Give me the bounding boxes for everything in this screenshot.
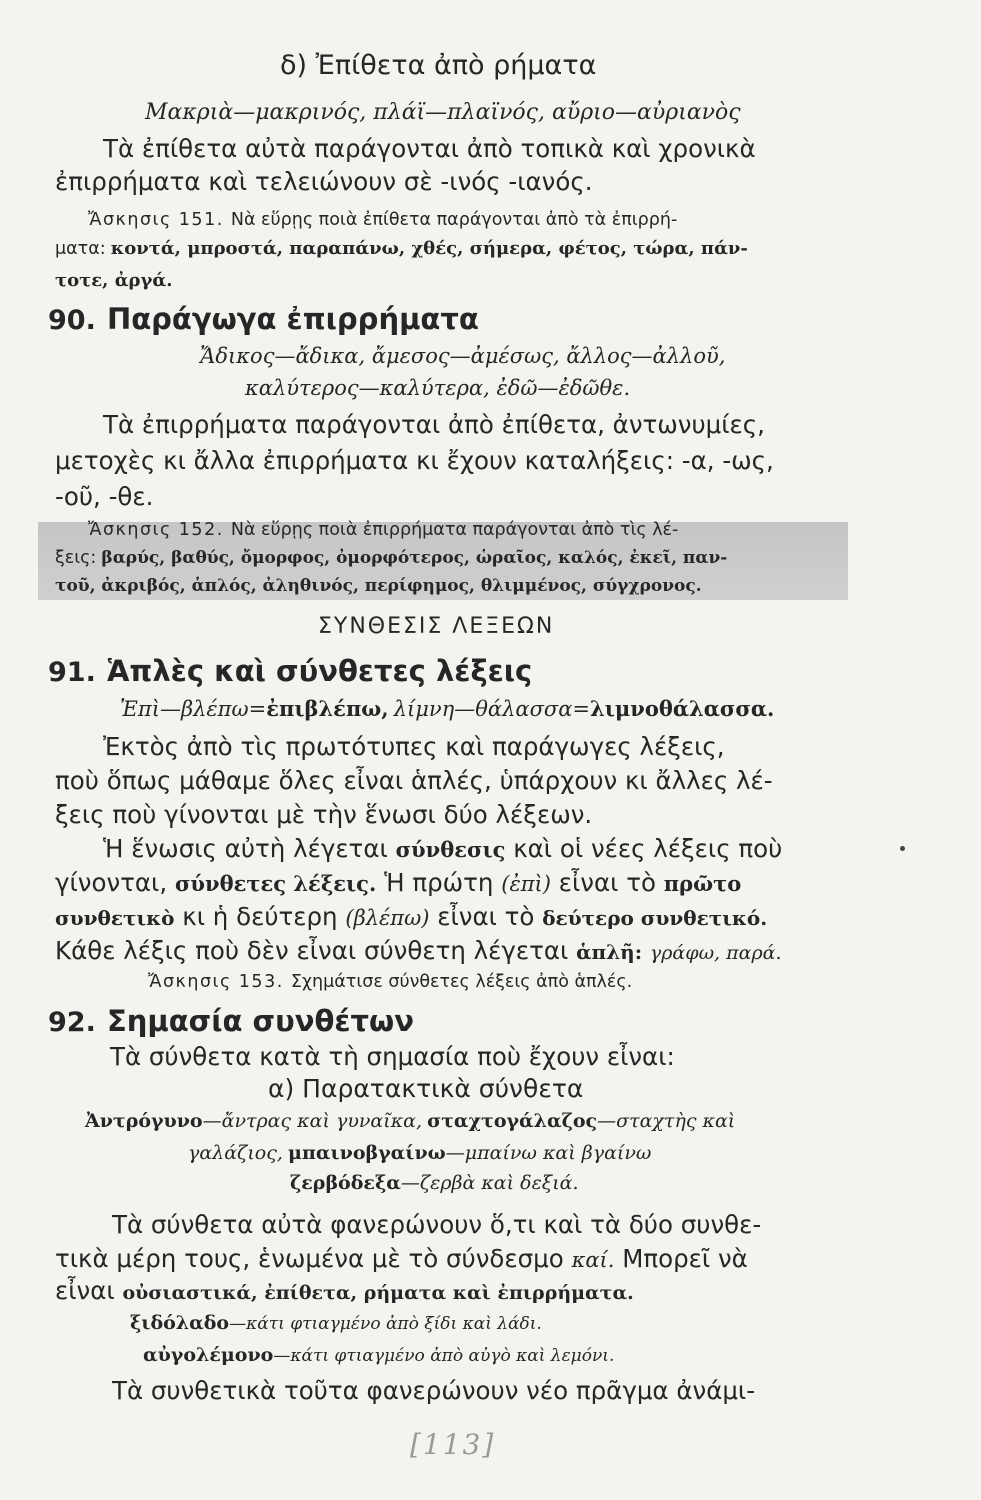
section-92-text-line: Τὰ συνθετικὰ τοῦτα φανερώνουν νέο πρᾶγμα ἀνάμι- bbox=[112, 1376, 756, 1405]
term-bold: οὐσιαστικά, ἐπίθετα, ρήματα καὶ ἐπιρρήματα. bbox=[122, 1282, 634, 1304]
example-word: σταχτογάλαζος bbox=[427, 1110, 598, 1132]
exercise-words: κοντά, μπροστά, παραπάνω, χθές, σήμερα, φέτος, τώρα, πάν- bbox=[110, 238, 748, 259]
section-92-examples bbox=[188, 1142, 651, 1164]
term-bold: πρῶτο bbox=[663, 871, 742, 896]
section-92-subtitle: α) Παρατακτικὰ σύνθετα bbox=[268, 1074, 584, 1103]
example-meaning: —ζερβὰ καὶ δεξιά. bbox=[400, 1172, 579, 1194]
section-91-text-line: ποὺ ὅπως μάθαμε ὅλες εἶναι ἁπλές, ὑπάρχουν κι ἄλλες λέ- bbox=[55, 766, 773, 795]
example-word: αὐγολέμονο bbox=[143, 1344, 274, 1366]
example-word: Ἀντρόγυνο bbox=[85, 1110, 203, 1132]
term-bold: ἁπλῆ: bbox=[576, 940, 643, 964]
example-word: μπαινοβγαίνω bbox=[288, 1142, 446, 1164]
example-meaning: —κάτι φτιαγμένο ἀπὸ αὐγὸ καὶ λεμόνι. bbox=[273, 1346, 615, 1366]
exercise-text: Νὰ εὕρῃς ποιὰ ἐπιρρήματα παράγονται ἀπὸ τὶς λέ- bbox=[230, 520, 679, 540]
section-91-examples bbox=[120, 696, 774, 721]
text-run: Ἡ πρώτη bbox=[384, 868, 494, 897]
example-meaning: γαλάζιος, bbox=[188, 1142, 283, 1164]
term-italic: (βλέπω) bbox=[345, 906, 430, 930]
text-run: εἶναι bbox=[55, 1276, 115, 1305]
exercise-text: Σχημάτισε σύνθετες λέξεις ἀπὸ ἁπλές. bbox=[290, 972, 633, 992]
example-meaning: —σταχτὴς καὶ bbox=[597, 1110, 736, 1132]
term-bold: σύνθεσις bbox=[395, 837, 506, 862]
section-91-text-line bbox=[55, 868, 741, 897]
section-90-heading bbox=[48, 302, 479, 336]
example-text: Ἐπὶ—βλέπω= bbox=[120, 697, 267, 721]
section-92-examples bbox=[130, 1312, 542, 1334]
text-run: γίνονται, bbox=[55, 868, 168, 897]
section-90-text-line: μετοχὲς κι ἄλλα ἐπιρρήματα κι ἔχουν καταλήξεις: -α, -ως, bbox=[55, 446, 774, 475]
section-90-examples: καλύτερος—καλύτερα, ἐδῶ—ἐδῶθε. bbox=[245, 376, 631, 400]
example-meaning: —κάτι φτιαγμένο ἀπὸ ξίδι καὶ λάδι. bbox=[229, 1314, 542, 1334]
section-title: Ἁπλὲς καὶ σύνθετες λέξεις bbox=[106, 654, 533, 688]
composition-title: ΣΥΝΘΕΣΙΣ ΛΕΞΕΩΝ bbox=[318, 614, 555, 639]
example-meaning: —μπαίνω καὶ βγαίνω bbox=[445, 1142, 652, 1164]
section-number: 90. bbox=[48, 305, 96, 336]
exercise-words: τοῦ, ἀκριβός, ἁπλός, ἀληθινός, περίφημος, θλιμμένος, σύγχρονος. bbox=[55, 576, 702, 596]
exercise-text: ξεις: bbox=[55, 548, 97, 568]
section-d-title: δ) Ἐπίθετα ἀπὸ ρήματα bbox=[280, 50, 597, 81]
section-92-text-line: Τὰ σύνθετα κατὰ τὴ σημασία ποὺ ἔχουν εἶναι: bbox=[110, 1042, 675, 1071]
section-91-text-line: Ἐκτὸς ἀπὸ τὶς πρωτότυπες καὶ παράγωγες λέξεις, bbox=[103, 732, 725, 761]
example-meaning: —ἄντρας καὶ γυναῖκα, bbox=[202, 1110, 423, 1132]
example-result: ἐπιβλέπω, bbox=[266, 696, 389, 721]
text-run: κι ἡ δεύτερη bbox=[182, 902, 338, 931]
section-number: 91. bbox=[48, 657, 96, 688]
section-92-text-line: Τὰ σύνθετα αὐτὰ φανερώνουν ὅ,τι καὶ τὰ δύο συνθε- bbox=[112, 1210, 762, 1239]
section-title: Σημασία συνθέτων bbox=[106, 1004, 415, 1038]
text-run: εἶναι τὸ bbox=[558, 868, 656, 897]
example-word: ζερβόδεξα bbox=[290, 1172, 401, 1194]
exercise-151 bbox=[88, 210, 677, 230]
section-90-text-line: Τὰ ἐπιρρήματα παράγονται ἀπὸ ἐπίθετα, ἀντωνυμίες, bbox=[103, 410, 765, 439]
example-word: ξιδόλαδο bbox=[130, 1312, 230, 1334]
example-result: λιμνοθάλασσα. bbox=[590, 696, 775, 721]
exercise-label: Ἄσκησις 152. bbox=[88, 520, 224, 540]
term-italic: γράφω, παρά. bbox=[649, 942, 782, 964]
text-run: Μπορεῖ νὰ bbox=[622, 1244, 748, 1273]
section-d-examples: Μακριὰ—μακρινός, πλάϊ—πλαϊνός, αὔριο—αὐριανὸς bbox=[145, 100, 741, 125]
text-run: τικὰ μέρη τους, ἑνωμένα μὲ τὸ σύνδεσμο bbox=[55, 1244, 564, 1273]
section-92-text-line bbox=[55, 1276, 634, 1305]
exercise-label: Ἄσκησις 153. bbox=[148, 972, 284, 992]
section-90-examples: Ἄδικος—ἄδικα, ἄμεσος—ἀμέσως, ἄλλος—ἀλλοῦ, bbox=[200, 344, 726, 368]
term-italic: (ἐπὶ) bbox=[501, 872, 551, 896]
text-run: καὶ οἱ νέες λέξεις ποὺ bbox=[513, 834, 783, 863]
exercise-text: Νὰ εὕρῃς ποιὰ ἐπίθετα παράγονται ἀπὸ τὰ ἐπιρρή- bbox=[230, 210, 678, 230]
term-bold: δεύτερο συνθετικό. bbox=[542, 906, 768, 930]
section-91-text-line bbox=[103, 834, 782, 863]
exercise-label: Ἄσκησις 151. bbox=[88, 210, 224, 230]
exercise-text: ματα: bbox=[55, 239, 106, 259]
exercise-152-line-2 bbox=[55, 548, 727, 568]
section-d-text-line: ἐπιρρήματα καὶ τελειώνουν σὲ -ινός -ιανός. bbox=[55, 167, 593, 196]
section-92-heading bbox=[48, 1004, 414, 1038]
text-run: εἶναι τὸ bbox=[437, 902, 535, 931]
exercise-words: βαρύς, βαθύς, ὄμορφος, ὀμορφότερος, ὡραῖος, καλός, ἐκεῖ, παν- bbox=[101, 548, 728, 568]
text-run: Ἡ ἕνωσις αὐτὴ λέγεται bbox=[103, 834, 388, 863]
exercise-152 bbox=[88, 520, 678, 540]
section-92-text-line bbox=[55, 1244, 748, 1273]
example-text: λίμνη—θάλασσα= bbox=[393, 697, 591, 721]
text-run: Κάθε λέξις ποὺ δὲν εἶναι σύνθετη λέγεται bbox=[55, 936, 569, 965]
section-92-examples bbox=[290, 1172, 579, 1194]
exercise-151-line-2 bbox=[55, 238, 748, 259]
section-91-heading bbox=[48, 654, 532, 688]
section-92-examples bbox=[143, 1344, 614, 1366]
section-title: Παράγωγα ἐπιρρήματα bbox=[106, 302, 479, 336]
term-bold: συνθετικὸ bbox=[55, 906, 175, 930]
section-91-text-line: ξεις ποὺ γίνονται μὲ τὴν ἕνωσι δύο λέξεων. bbox=[55, 800, 593, 829]
section-91-text-line bbox=[55, 936, 782, 965]
term-italic: καί. bbox=[571, 1248, 615, 1272]
section-d-text-line: Τὰ ἐπίθετα αὐτὰ παράγονται ἀπὸ τοπικὰ καὶ χρονικὰ bbox=[103, 134, 756, 163]
section-90-text-line: -οῦ, -θε. bbox=[55, 482, 154, 511]
exercise-153 bbox=[148, 972, 632, 992]
bullet-dot bbox=[900, 846, 905, 851]
term-bold: σύνθετες λέξεις. bbox=[174, 871, 377, 896]
section-92-examples bbox=[85, 1110, 735, 1132]
exercise-words: τοτε, ἀργά. bbox=[55, 270, 173, 291]
section-number: 92. bbox=[48, 1007, 96, 1038]
page-number: [113] bbox=[410, 1428, 496, 1461]
section-91-text-line bbox=[55, 902, 767, 931]
